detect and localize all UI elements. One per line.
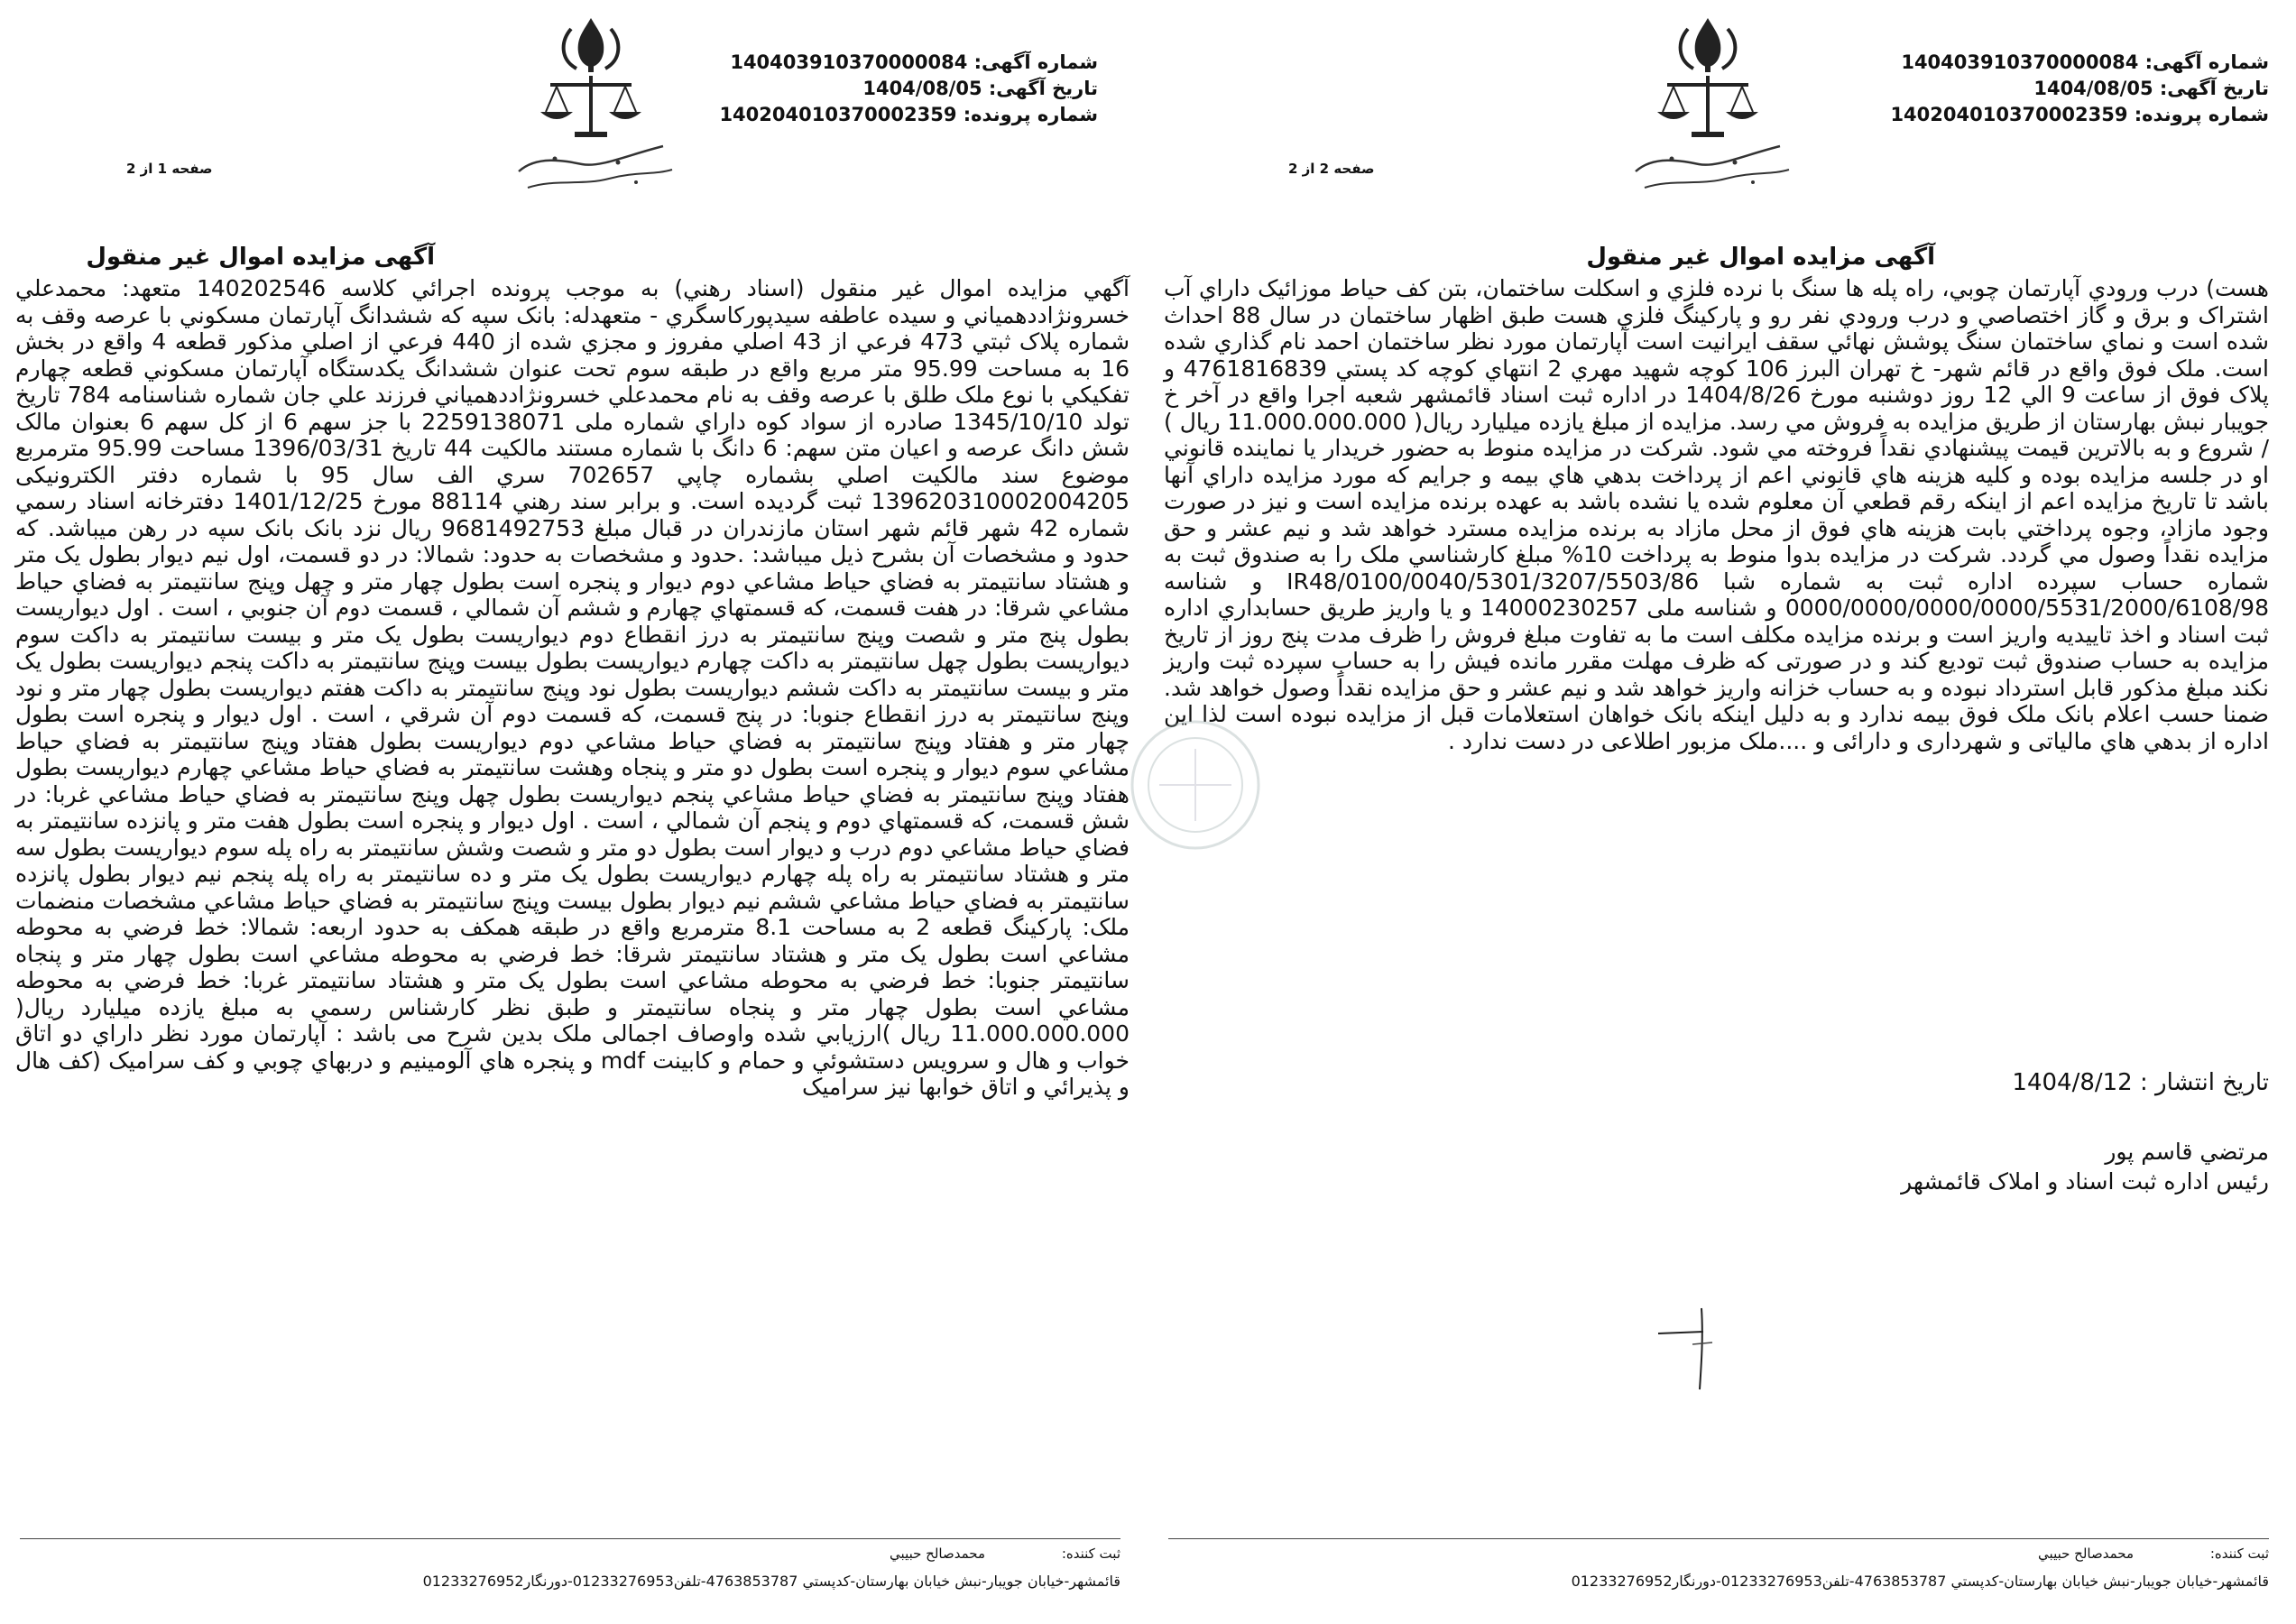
registrar-label: ثبت کننده: <box>1061 1546 1120 1562</box>
notice-date: 1404/08/05 <box>862 78 982 99</box>
file-number-row <box>1890 102 2269 128</box>
file-number-row <box>719 102 1098 128</box>
registrar-name: محمدصالح حبيبي <box>2038 1546 2134 1562</box>
page-number: صفحه 2 از 2 <box>1288 161 1375 177</box>
notice-page-2 <box>1148 0 2296 1624</box>
footer-divider <box>1168 1538 2269 1539</box>
notice-number-label: شماره آگهی: <box>973 51 1098 73</box>
notice-number-label: شماره آگهی: <box>2144 51 2269 73</box>
notice-body: هست) درب ورودي آپارتمان چوبي، راه پله ها سنگ با نرده فلزي و اسکلت ساختمان، بتن کف حياط موزائيک داراي آب اشتراک و برق و گاز اختصاصي و درب ورودي نفر رو و پارکينگ فلزي هست طبق اظهار ساختمان در سال 88 احداث شده است و نماي ساختمان سنگ پوشش نهائي سقف ايرانيت است آپارتمان مورد نظر ساختمان احمد نام گذاري شده است. ملک فوق واقع در قائم شهر- خ تهران البرز 106 کوچه شهيد مهري 2 انتهاي کوچه کد پستي 4761816839 و پلاک فوق از ساعت 9 الي 12 روز دوشنبه مورخ 1404/8/26 در اداره ثبت اسناد قائمشهر شعبه اجرا واقع در آخر خ جويبار نبش بهارستان از طريق مزايده به فروش مي رسد. مزايده از مبلغ يازده ميليارد ريال( 11.000.000.000 ريال ) / شروع و به بالاترين قيمت پيشنهادي نقداً فروخته مي شود. شرکت در مزايده منوط به حضور خريدار يا نماينده قانوني او در جلسه مزايده بوده و کليه هزينه هاي قانوني اعم از پرداخت بدهي هاي بيمه و جرايم که مورد مزايده داراي آنها باشد تا تاريخ مزايده اعم از اينکه رقم قطعي آن معلوم شده يا نشده باشد به عهده برنده مزايده است و نيز در صورت وجود مازاد، وجوه پرداختي بابت هزينه هاي فوق از محل مازاد به برنده مزايده مسترد خواهد شد و نيم عشر و حق مزايده نقداً وصول مي گردد. شرکت در مزايده بدوا منوط به پرداخت 10% مبلغ کارشناسي ملک را به صندوق ثبت به شماره حساب سپرده اداره ثبت به شماره شبا IR48/0100/0040/5301/3207/5503/86 و شناسه 0000/0000/0000/0000/5531/2000/6108/98 و شناسه ملی 14000230257 و يا واريز طريق حسابداري اداره ثبت اسناد و اخذ تاييديه واريز است و برنده مزايده مکلف است ما به تفاوت مبلغ فروش را ظرف مدت پنج روز از تاريخ مزايده به حساب صندوق ثبت توديع کند و در صورتی که ظرف مهلت مقرر مانده فيش را به حساب سپرده ثبت واريز نکند مبلغ مذکور قابل استرداد نبوده و به حساب خزانه واريز خواهد شد و نيم عشر و حق مزايده نقداً وصول خواهد شد. ضمنا حسب اعلام بانک ملک فوق بيمه ندارد و به دليل اينکه بانک خواهان استعلامات قبل از مزايده نبوده است لذا اين اداره از بدهي هاي مالياتی و شهرداری و دارائی و ....ملک مزبور اطلاعی در دست ندارد . <box>1164 275 2270 754</box>
notice-number: 140403910370000084 <box>1901 51 2139 73</box>
file-number: 140204010370002359 <box>719 104 957 125</box>
footer-address: قائمشهر-خيابان جويبار-نبش خيابان بهارستان-کدپستي 4763853787-تلفن01233276953-دورنگار01233276952 <box>1571 1573 2269 1590</box>
page-title: آگهی مزايده اموال غير منقول <box>86 244 435 271</box>
file-number-label: شماره پرونده: <box>963 104 1098 125</box>
file-number: 140204010370002359 <box>1890 104 2128 125</box>
footer-address: قائمشهر-خيابان جويبار-نبش خيابان بهارستان-کدپستي 4763853787-تلفن01233276953-دورنگار01233276952 <box>422 1573 1120 1590</box>
page-number: صفحه 1 از 2 <box>126 161 213 177</box>
registrar-label: ثبت کننده: <box>2209 1546 2269 1562</box>
notice-body: آگهي مزايده اموال غير منقول (اسناد رهني) به موجب پرونده اجرائي کلاسه 140202546 متعهد: محمدعلي خسرونژاددهمياني و سيده عاطفه سيدپورکاسگري - متعهدله: بانک سپه که ششدانگ آپارتمان مسکوني با عرصه وقف به شماره پلاک ثبتي 473 فرعي از 43 اصلي مفروز و مجزي شده از 440 فرعي از اصلي مذکور قطعه 4 واقع در بخش 16 به مساحت 95.99 متر مربع واقع در طبقه سوم تحت عنوان ششدانگ يکدستگاه آپارتمان مسکوني قطعه چهارم تفکيکي با نوع ملک طلق با عرصه وقف به نام محمدعلي خسرونژاددهمياني فرزند علي جان شماره شناسنامه 784 تاريخ تولد 1345/10/10 صادره از سواد کوه داراي شماره ملی 2259138071 با جز سهم 6 از کل سهم 6 بعنوان مالک شش دانگ عرصه و اعيان متن سهم: 6 دانگ با شماره مستند مالکيت 44 تاريخ 1396/03/31 مساحت 95.99 مترمربع موضوع سند مالکيت اصلي بشماره چاپي 702657 سري الف سال 95 با شماره دفتر الکترونيکی 139620310002004205 ثبت گرديده است. و برابر سند رهني 88114 مورخ 1401/12/25 دفترخانه اسناد رسمي شماره 42 شهر قائم شهر استان مازندران در قبال مبلغ 9681492753 ريال نزد بانک بانک سپه در رهن ميباشد. که حدود و مشخصات آن بشرح ذيل ميباشد: .حدود و مشخصات به حدود: شمالا: در دو قسمت، اول نيم ديوار بطول يک متر و هشتاد سانتيمتر به فضاي حياط مشاعي دوم ديوار و پنجره است بطول چهار متر و چهل وپنج سانتيمتر به فضاي حياط مشاعي شرقا: در هفت قسمت، که قسمتهاي چهارم و ششم آن شمالي ، قسمت دوم آن جنوبي ، است . اول ديواريست بطول پنج متر و شصت وپنج سانتيمتر به درز انقطاع دوم ديواريست بطول يک متر و بيست سانتيمتر به داکت سوم ديواريست بطول چهل سانتيمتر به داکت چهارم ديواريست بطول بيست وپنج سانتيمتر به داکت پنجم ديواريست بطول يک متر و بيست سانتيمتر به داکت ششم ديواريست بطول نود وپنج سانتيمتر به داکت هفتم ديواريست بطول چهار متر و نود وپنج سانتيمتر به درز انقطاع جنوبا: در پنج قسمت، که قسمت دوم آن شرقي ، است . اول ديوار و پنجره است بطول چهار متر و هفتاد وپنج سانتيمتر به فضاي حياط مشاعي دوم ديواريست بطول هفتاد وپنج سانتيمتر به فضاي حياط مشاعي سوم ديوار و پنجره است بطول دو متر و پنجاه وهشت سانتيمتر به فضاي حياط مشاعي چهارم ديواريست بطول هفتاد وپنج سانتيمتر به فضاي حياط مشاعي پنجم ديواريست بطول چهل وپنج سانتيمتر به فضاي حياط مشاعي غربا: در شش قسمت، که قسمتهاي دوم و پنجم آن شمالي ، است . اول ديوار و پنجره است بطول هفت متر و پانزده سانتيمتر به فضاي حياط مشاعي دوم درب و ديوار است بطول دو متر و شصت وشش سانتيمتر به راه پله سوم ديواريست بطول سه متر و هشتاد سانتيمتر به راه پله چهارم ديواريست بطول يک متر و ده سانتيمتر به راه پله پنجم نيم ديوار بطول پانزده سانتيمتر به فضاي حياط مشاعي ششم نيم ديوار بطول بيست وپنج سانتيمتر به فضاي حياط مشاعي مشخصات منضمات ملک: پارکينگ قطعه 2 به مساحت 8.1 مترمربع واقع در طبقه همکف به حدود اربعه: شمالا: خط فرضي به محوطه مشاعي است بطول يک متر و هشتاد سانتيمتر شرقا: خط فرضي به محوطه مشاعي است بطول چهار متر و پنجاه سانتيمتر جنوبا: خط فرضي به محوطه مشاعي است بطول يک متر و هشتاد سانتيمتر غربا: خط فرضي به محوطه مشاعي است بطول چهار متر و پنجاه سانتيمتر و طبق نظر کارشناس رسمي به مبلغ يازده ميليارد ريال( 11.000.000.000 ريال )ارزيابي شده واوصاف اجمالی ملک بدين شرح می باشد : آپارتمان مورد نظر داراي دو اتاق خواب و هال و سرويس دستشوئي و حمام و کابينت mdf و پنجره هاي آلومينيم و دربهاي چوبي و کف سراميک (کف هال و پذيرائي و اتاق خوابها نيز سراميک <box>15 275 1130 1100</box>
notice-date-row <box>1890 76 2269 102</box>
signer-name: مرتضي قاسم پور <box>2105 1139 2269 1165</box>
notice-number-row <box>719 50 1098 76</box>
notice-date-label: تاریخ آگهی: <box>2159 78 2269 99</box>
notice-date: 1404/08/05 <box>2033 78 2153 99</box>
notice-header <box>1890 50 2269 128</box>
registrar-name: محمدصالح حبيبي <box>890 1546 985 1562</box>
page-title: آگهی مزايده اموال غير منقول <box>1586 244 1935 271</box>
notice-date-row <box>719 76 1098 102</box>
judiciary-emblem-icon <box>1618 11 1798 200</box>
publish-date: تاریخ انتشار : 1404/8/12 <box>2012 1069 2269 1096</box>
judiciary-emblem-icon <box>501 11 681 200</box>
signature-icon <box>1649 1290 1757 1398</box>
signer-title: رئيس اداره ثبت اسناد و املاک قائمشهر <box>1901 1168 2269 1195</box>
file-number-label: شماره پرونده: <box>2134 104 2269 125</box>
notice-date-label: تاریخ آگهی: <box>988 78 1098 99</box>
footer-divider <box>20 1538 1120 1539</box>
notice-number: 140403910370000084 <box>730 51 968 73</box>
notice-header <box>719 50 1098 128</box>
notice-number-row <box>1890 50 2269 76</box>
